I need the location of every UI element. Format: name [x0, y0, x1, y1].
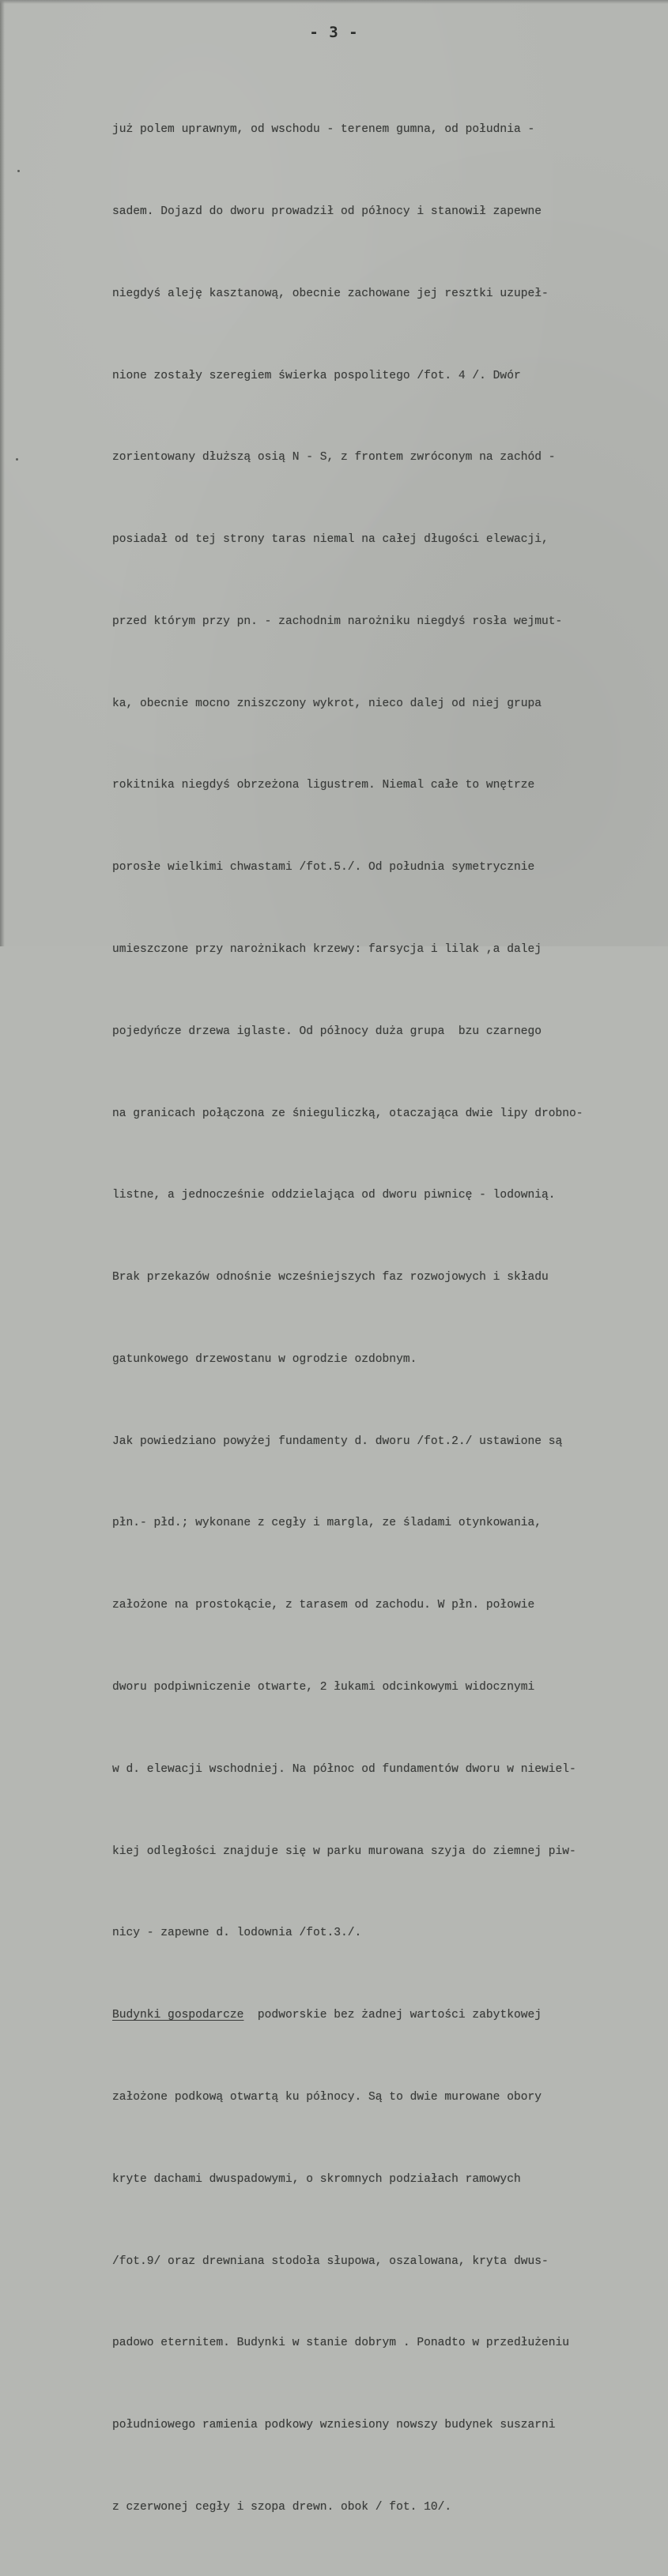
text-line: już polem uprawnym, od wschodu - terenem gumna, od południa -	[112, 123, 535, 137]
text-line: założone podkową otwartą ku północy. Są to dwie murowane obory	[112, 2090, 542, 2104]
text-line: niegdyś aleję kasztanową, obecnie zachowane jej resztki uzupeł-	[112, 287, 549, 300]
text-line: Jak powiedziano powyżej fundamenty d. dworu /fot.2./ ustawione są	[112, 1435, 563, 1448]
text-line: listne, a jednocześnie oddzielająca od dworu piwnicę - lodownią.	[112, 1189, 556, 1202]
margin-dot	[17, 170, 20, 172]
text-line: Brak przekazów odnośnie wcześniejszych faz rozwojowych i składu	[112, 1271, 549, 1284]
text-line: z czerwonej cegły i szopa drewn. obok / fot. 10/.	[112, 2500, 452, 2514]
text-line: nicy - zapewne d. lodownia /fot.3./.	[112, 1927, 362, 1940]
text-line: płn.- płd.; wykonane z cegły i margla, ze śladami otynkowania,	[112, 1517, 542, 1530]
body-text	[112, 62, 666, 2576]
text-line: na granicach połączona ze śnieguliczką, otaczająca dwie lipy drobno-	[112, 1107, 583, 1120]
section-first-line	[112, 2002, 666, 2029]
text-line: dworu podpiwniczenie otwarte, 2 łukami odcinkowymi widocznymi	[112, 1681, 535, 1694]
text-line: przed którym przy pn. - zachodnim narożniku niegdyś rosła wejmut-	[112, 615, 563, 628]
text-line: posiadał od tej strony taras niemal na całej długości elewacji,	[112, 533, 549, 547]
text-line: rokitnika niegdyś obrzeżona ligustrem. Niemal całe to wnętrze	[112, 779, 535, 792]
text-line: ka, obecnie mocno zniszczony wykrot, nieco dalej od niej grupa	[112, 697, 542, 710]
text-line: kiej odległości znajduje się w parku murowana szyja do ziemnej piw-	[112, 1845, 576, 1858]
text-line: nione zostały szeregiem świerka pospolitego /fot. 4 /. Dwór	[112, 369, 521, 382]
text-line: sadem. Dojazd do dworu prowadził od północy i stanowił zapewne	[112, 205, 542, 218]
text-line: /fot.9/ oraz drewniana stodoła słupowa, oszalowana, kryta dwus-	[112, 2254, 549, 2268]
text-line: porosłe wielkimi chwastami /fot.5./. Od południa symetrycznie	[112, 861, 535, 874]
margin-dot	[16, 458, 18, 461]
text-line: w d. elewacji wschodniej. Na północ od fundamentów dworu w niewiel-	[112, 1762, 576, 1776]
text-line: zorientowany dłuższą osią N - S, z frontem zwróconym na zachód -	[112, 451, 556, 464]
scan-edge-top	[0, 0, 668, 4]
text-line: kryte dachami dwuspadowymi, o skromnych podziałach ramowych	[112, 2172, 521, 2186]
section-first-line-rest: podworskie bez żadnej wartości zabytkowej	[243, 2009, 542, 2022]
text-line: umieszczone przy narożnikach krzewy: farsycja i lilak ,a dalej	[112, 943, 542, 956]
text-line: założone na prostokącie, z tarasem od zachodu. W płn. połowie	[112, 1599, 535, 1612]
text-line: padowo eternitem. Budynki w stanie dobrym . Ponadto w przedłużeniu	[112, 2337, 570, 2350]
text-line: gatunkowego drzewostanu w ogrodzie ozdobnym.	[112, 1352, 417, 1366]
scan-edge-left	[0, 0, 5, 946]
text-line: pojedyńcze drzewa iglaste. Od północy duża grupa bzu czarnego	[112, 1025, 542, 1038]
text-line: południowego ramienia podkowy wzniesiony nowszy budynek suszarni	[112, 2419, 556, 2432]
section-heading: Budynki gospodarcze	[112, 2009, 244, 2022]
page-number: - 3 -	[309, 24, 359, 41]
